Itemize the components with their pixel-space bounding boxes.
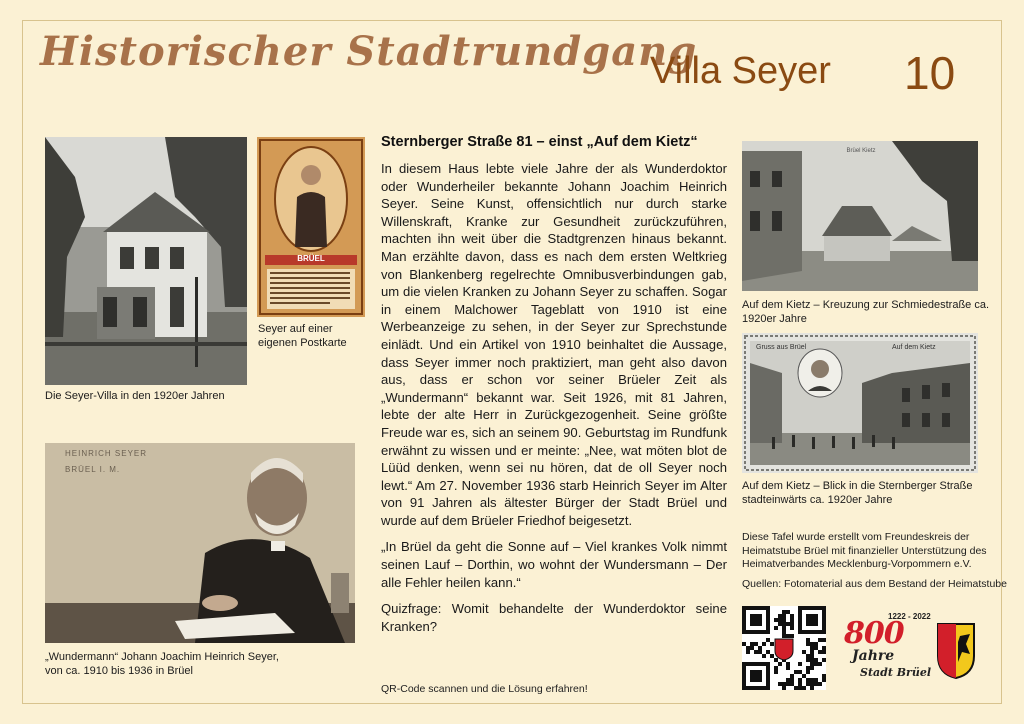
series-title: Historischer Stadtrundgang [40,28,698,75]
credit-note: Diese Tafel wurde erstellt vom Freundeskreis der Heimatstube Brüel mit finanzieller Unterstützung des Heimatverbandes Mecklenburg-Vorpommern e.V. [742,531,987,570]
station-number: 10 [904,47,956,99]
article-body [381,160,727,644]
article-paragraph: In diesem Haus lebte viele Jahre der als Wunderdoktor oder Wunderheiler bekannte Johann Joachim Heinrich Seyer. Seine Kunst, offensichtlich nur durch starke Willenskraft, Kranke zur Gesundheit zurückzuführen, machten ihn weit über die Stadtgrenzen hinaus bekannt. Man erzählte davon, dass es nach dem ersten Weltkrieg von Blankenberg regelrechte Omnibusverbindungen gab, um die vielen Kranken zu Johann Seyer zu schaffen. Sogar in einem Malchower Tageblatt von 1910 ist eine Werbeanzeige zu sehen, in der Seyer zur Sprechstunde einlädt. Und ein Artikel von 1910 beinhaltet die Aussage, dass Seyer immer noch praktiziert, man geht also davon aus, dass er schon vor seiner Brüeler Zeit als „Wundermann“ bekannt war. Seit 1926, mit 81 Jahren, lebte der alte Herr in Zurückgezogenheit. Seine größte Freude war es, sich an seinem 90. Geburtstag im Rundfunk erwähnt zu wissen und er meinte: „Nee, wat möten blot de Lüüd denken, wenn sei nu hören, dat de oll Seyer noch lewt.“ Am 27. November 1936 starb Heinrich Seyer im Alter von 91 Jahren als ältester Bürger der Stadt Brüel und wurde auf dem Brüeler Friedhof beigesetzt. [381,161,727,528]
postcard-caption-line1: Seyer auf einer [258,323,333,335]
villa-photo [45,137,247,385]
town-crest-icon [936,622,976,680]
kietz1-photo-label: Brüel Kietz [846,148,876,154]
article-heading: Sternberger Straße 81 – einst „Auf dem Kietz“ [381,134,698,150]
badge-years: 1222 - 2022 [888,612,931,621]
portrait-label-name: HEINRICH SEYER [65,449,148,458]
article-verse: „In Brüel da geht die Sonne auf – Viel krankes Volk nimmt seinen Lauf – Dorthin, wo wohnt der Wundersmann – Der alle Fehler heilen kann.“ [381,539,727,590]
kietz2-caption-line1: Auf dem Kietz – Blick in die Sternberger Straße [742,480,973,492]
qr-hint: QR-Code scannen und die Lösung erfahren! [381,683,588,695]
postcard-caption [258,322,347,350]
kietz1-caption-line2: 1920er Jahre [742,313,807,325]
kietz-crossing-caption [742,298,989,326]
quiz-question: Quizfrage: Womit behandelte der Wunderdoktor seine Kranken? [381,601,727,634]
badge-town: Stadt Brüel [860,666,932,679]
kietz1-caption-line1: Auf dem Kietz – Kreuzung zur Schmiedestraße ca. [742,299,990,311]
kietz2-label-left: Gruss aus Brüel [756,344,807,351]
kietz-crossing-photo [742,141,978,291]
badge-word: Jahre [852,648,895,664]
place-title: Villa Seyer [650,50,831,92]
postcard-banner-text: BRÜEL [297,254,325,263]
postcard-caption-line2: eigenen Postkarte [258,337,347,349]
kietz2-caption-line2: stadteinwärts ca. 1920er Jahre [742,494,893,506]
portrait-photo [45,443,355,643]
portrait-caption [45,650,279,678]
badge-digits: 800 [844,616,904,651]
portrait-label-town: BRÜEL I. M. [65,465,121,474]
portrait-caption-line1: „Wundermann“ Johann Joachim Heinrich Seyer, [45,651,279,663]
postcard-image [257,137,365,317]
qr-code[interactable] [742,606,826,690]
portrait-caption-line2: von ca. 1910 bis 1936 in Brüel [45,665,193,677]
kietz-street-photo [742,333,978,473]
villa-caption: Die Seyer-Villa in den 1920er Jahren [45,390,225,402]
kietz2-label-right: Auf dem Kietz [892,344,936,351]
anniversary-badge [842,610,982,688]
sources-note: Quellen: Fotomaterial aus dem Bestand der Heimatstube [742,578,1007,590]
kietz-street-caption [742,479,973,507]
